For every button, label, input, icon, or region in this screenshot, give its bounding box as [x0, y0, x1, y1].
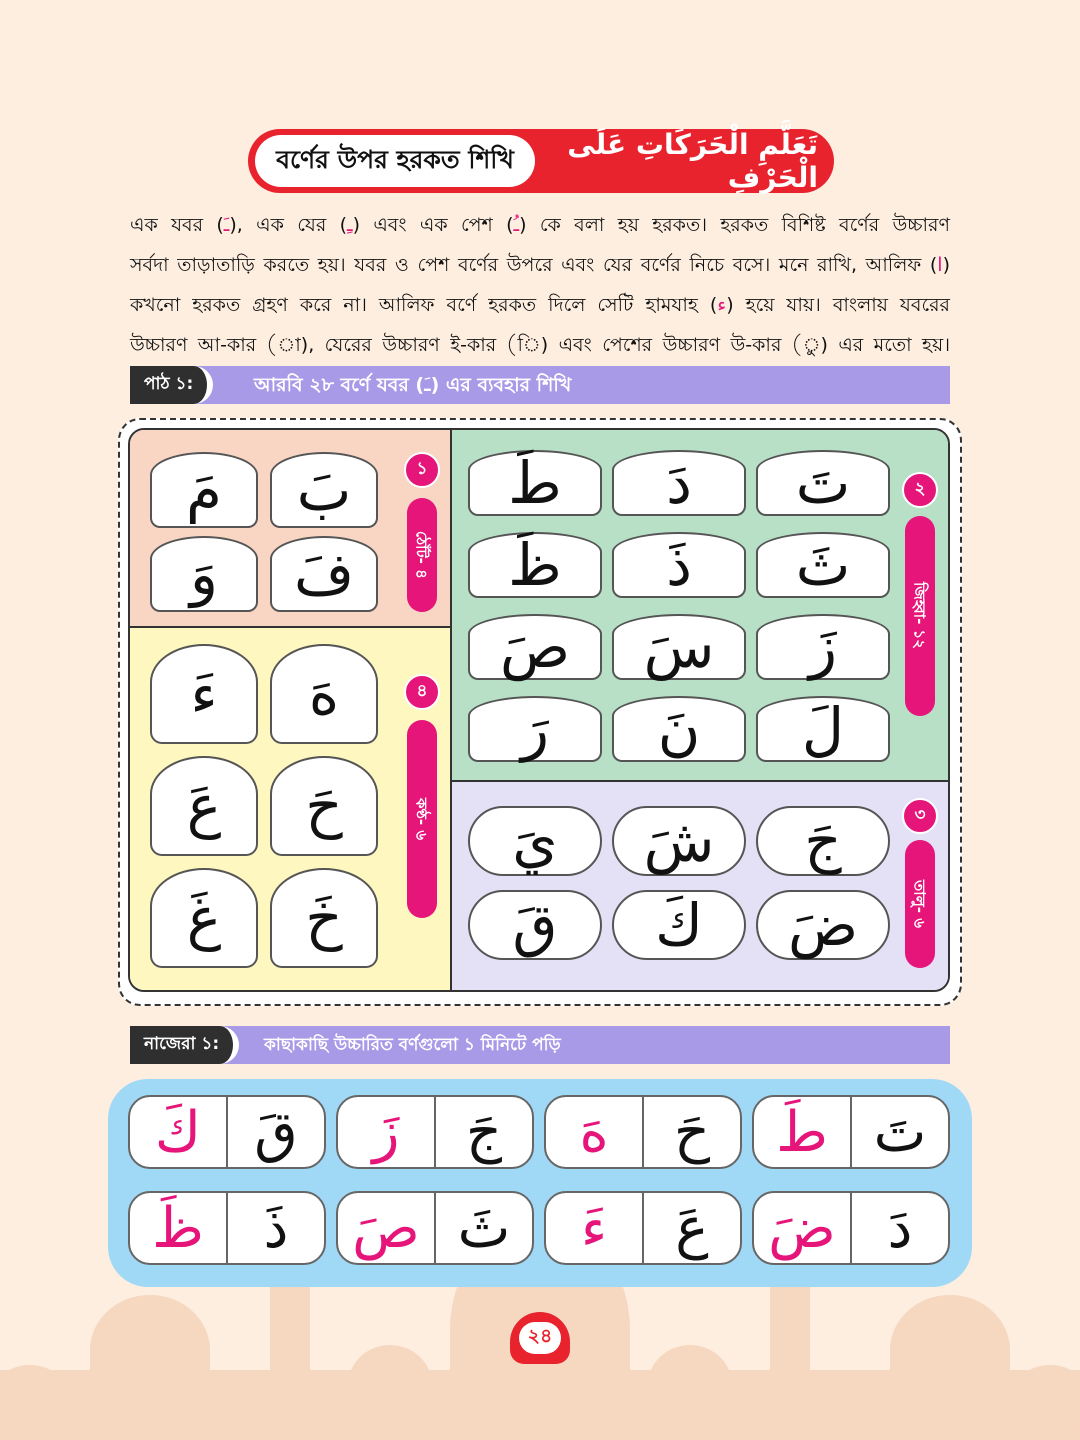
group-number-badge: ১ — [404, 452, 440, 488]
zabar-mark: ـَ — [223, 214, 230, 236]
title-bengali: বর্ণের উপর হরকত শিখি — [255, 135, 535, 187]
page-number-badge — [510, 1312, 570, 1364]
lesson-board — [128, 428, 950, 992]
group-label-pill: তালু- ৬ — [905, 840, 935, 968]
group-label-pill: জিহ্বা- ১২ — [905, 516, 935, 716]
letter-card[interactable]: كَ — [612, 890, 746, 960]
letter-card[interactable]: قَ — [468, 890, 602, 960]
practice-box — [108, 1079, 972, 1287]
intro-line-1: এক যবর (ـَ), এক যের (ـِ) এবং এক পেশ (ـُ) কে বলা হয় হরকত। হরকত বিশিষ্ট বর্ণের উচ্চারণ — [130, 214, 950, 236]
intro-line-2: সর্বদা তাড়াতাড়ি করতে হয়। যবর ও পেশ বর্ণের উপরে এবং যের বর্ণের নিচে বসে। মনে রাখি, আলিফ (ا) — [130, 254, 950, 276]
alif-mark: ا — [937, 254, 943, 276]
title-arabic: تَعَلَّمِ الْحَرَكَاتِ عَلَى الْحَرْفِ — [567, 128, 818, 194]
letter-card[interactable]: طَ — [468, 450, 602, 516]
letter-card[interactable]: ظَ — [468, 532, 602, 598]
hamzah-mark: ء — [717, 294, 727, 316]
letter-card[interactable]: رَ — [468, 696, 602, 762]
page-number: ২৪ — [519, 1322, 561, 1354]
letter-pair-card[interactable]: ضَ دَ — [752, 1191, 950, 1265]
letter-card[interactable]: فَ — [270, 536, 378, 612]
letter-card[interactable]: وَ — [150, 536, 258, 612]
intro-paragraph — [130, 205, 950, 365]
letter-card[interactable]: ذَ — [612, 532, 746, 598]
letter-card[interactable]: مَ — [150, 452, 258, 528]
zer-mark: ـِ — [347, 214, 353, 236]
letter-card[interactable]: ضَ — [756, 890, 890, 960]
letter-pair-card[interactable]: كَ قَ — [128, 1095, 326, 1169]
lesson-tag: পাঠ ১: — [130, 366, 213, 404]
lesson-section-bar — [130, 366, 950, 404]
group-label-pill: ঠোঁট- ৪ — [407, 498, 437, 612]
letter-card[interactable]: بَ — [270, 452, 378, 528]
group-palate-panel — [452, 782, 950, 992]
letter-card[interactable]: زَ — [756, 614, 890, 680]
lesson-heading: আরবি ২৮ বর্ণে যবর (ـَ) এর ব্যবহার শিখি — [254, 374, 572, 396]
letter-card[interactable]: خَ — [270, 868, 378, 968]
letter-card[interactable]: تَ — [756, 450, 890, 516]
group-lips-panel — [130, 430, 452, 628]
letter-card[interactable]: شَ — [612, 806, 746, 876]
letter-pair-card[interactable]: هَ حَ — [544, 1095, 742, 1169]
group-number-badge: ৪ — [404, 674, 440, 710]
letter-card[interactable]: جَ — [756, 806, 890, 876]
intro-line-4: উচ্চারণ আ-কার (), যেরের উচ্চারণ ই-কার () এবং পেশের উচ্চারণ উ-কার () এর মতো হয়। — [130, 334, 950, 356]
letter-card[interactable]: غَ — [150, 868, 258, 968]
letter-card[interactable]: هَ — [270, 644, 378, 744]
letter-card[interactable]: يَ — [468, 806, 602, 876]
letter-pair-card[interactable]: صَ ثَ — [336, 1191, 534, 1265]
letter-card[interactable]: ثَ — [756, 532, 890, 598]
nazera-section-bar — [130, 1026, 950, 1064]
letter-card[interactable]: نَ — [612, 696, 746, 762]
letter-card[interactable]: دَ — [612, 450, 746, 516]
letter-card[interactable]: صَ — [468, 614, 602, 680]
letter-card[interactable]: عَ — [150, 756, 258, 856]
letter-card[interactable]: ءَ — [150, 644, 258, 744]
letter-pair-card[interactable]: ظَ ذَ — [128, 1191, 326, 1265]
title-banner — [248, 129, 834, 193]
group-tongue-panel — [452, 430, 950, 782]
lesson-zabar-mark: ـَ — [424, 374, 431, 396]
letter-pair-card[interactable]: ءَ عَ — [544, 1191, 742, 1265]
pesh-mark: ـُ — [513, 214, 520, 236]
letter-card[interactable]: سَ — [612, 614, 746, 680]
group-number-badge: ২ — [902, 472, 938, 508]
letter-pair-card[interactable]: زَ جَ — [336, 1095, 534, 1169]
nazera-heading: কাছাকাছি উচ্চারিত বর্ণগুলো ১ মিনিটে পড়ি — [264, 1035, 561, 1055]
group-throat-panel — [130, 628, 452, 992]
letter-pair-card[interactable]: طَ تَ — [752, 1095, 950, 1169]
group-number-badge: ৩ — [902, 798, 938, 834]
letter-card[interactable]: حَ — [270, 756, 378, 856]
letter-card[interactable]: لَ — [756, 696, 890, 762]
group-label-pill: কণ্ঠ- ৬ — [407, 720, 437, 918]
nazera-tag: নাজেরা ১: — [130, 1026, 239, 1064]
intro-line-3: কখনো হরকত গ্রহণ করে না। আলিফ বর্ণে হরকত দিলে সেটি হামযাহ (ء) হয়ে যায়। বাংলায় যবরের — [130, 294, 950, 316]
